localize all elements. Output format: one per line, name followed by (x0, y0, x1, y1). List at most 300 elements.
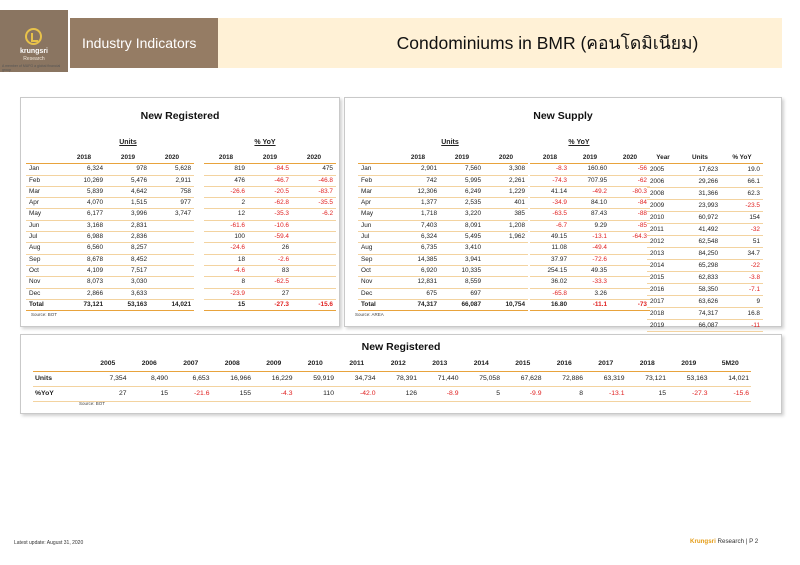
value-cell: 160.60 (570, 164, 610, 175)
value-cell (484, 265, 528, 276)
table-header-row (530, 153, 650, 164)
table-row (530, 243, 650, 254)
year-label: 2008 (647, 188, 679, 200)
krungsri-logo-icon (25, 28, 42, 45)
value-cell: 977 (150, 198, 194, 209)
registered-units-table (26, 153, 194, 311)
month-label: Apr (358, 198, 396, 209)
value-cell: 126 (378, 387, 420, 402)
value-cell: 17,623 (679, 164, 721, 176)
yoy-row (33, 387, 751, 402)
value-cell (150, 243, 194, 254)
value-cell: 15 (627, 387, 669, 402)
total-row (358, 299, 528, 310)
table-row (204, 186, 336, 197)
table-row (647, 236, 763, 248)
column-header: 2018 (396, 153, 440, 164)
column-header: 2019 (570, 153, 610, 164)
value-cell: -72.6 (570, 254, 610, 265)
value-cell: 6,988 (62, 232, 106, 243)
value-cell: -8.3 (530, 164, 570, 175)
annual-registered-panel (20, 334, 782, 414)
value-cell: 2,866 (62, 288, 106, 299)
table-row (204, 243, 336, 254)
value-cell: -3.8 (721, 272, 763, 284)
table-row (530, 186, 650, 197)
value-cell (610, 277, 650, 288)
units-row (33, 372, 751, 387)
value-cell: 11.08 (530, 243, 570, 254)
table-row (647, 200, 763, 212)
table-row (26, 186, 194, 197)
value-cell (150, 232, 194, 243)
value-cell: -35.3 (248, 209, 292, 220)
value-cell: 110 (295, 387, 337, 402)
value-cell: 4,109 (62, 265, 106, 276)
table-row (204, 175, 336, 186)
year-label: 2019 (647, 320, 679, 332)
month-label: Jan (26, 164, 62, 175)
column-header: 2018 (530, 153, 570, 164)
month-label: Mar (26, 186, 62, 197)
value-cell: 8,091 (440, 220, 484, 231)
units-label: Units (441, 139, 459, 146)
month-label: Feb (358, 175, 396, 186)
value-cell: 29,266 (679, 176, 721, 188)
value-cell: -62.5 (248, 277, 292, 288)
value-cell: 3,220 (440, 209, 484, 220)
value-cell: 3,633 (106, 288, 150, 299)
value-cell: 71,440 (419, 372, 461, 387)
new-registered-panel (20, 97, 340, 327)
month-label: Mar (358, 186, 396, 197)
value-cell (610, 288, 650, 299)
value-cell: 2,261 (484, 175, 528, 186)
table-row (26, 265, 194, 276)
value-cell: 3,168 (62, 220, 106, 231)
table-row (358, 243, 528, 254)
value-cell: -65.8 (530, 288, 570, 299)
column-header: 5M20 (710, 357, 752, 372)
row-label: Units (33, 372, 87, 387)
value-cell: 36.02 (530, 277, 570, 288)
new-supply-panel (344, 97, 782, 327)
value-cell: 74,317 (679, 308, 721, 320)
column-header: 2010 (295, 357, 337, 372)
value-cell: -11 (721, 320, 763, 332)
value-cell (610, 243, 650, 254)
column-header: 2009 (253, 357, 295, 372)
table-row (530, 232, 650, 243)
month-label: May (26, 209, 62, 220)
value-cell: 7,560 (440, 164, 484, 175)
column-header: 2018 (627, 357, 669, 372)
month-label: Nov (26, 277, 62, 288)
column-header: 2020 (610, 153, 650, 164)
value-cell: 819 (204, 164, 248, 175)
value-cell: 2,901 (396, 164, 440, 175)
registered-yoy-table (204, 153, 336, 311)
value-cell: -33.3 (570, 277, 610, 288)
column-header: 2020 (484, 153, 528, 164)
value-cell: -74.3 (530, 175, 570, 186)
source-note: Source: AREA (355, 312, 384, 317)
value-cell (150, 254, 194, 265)
value-cell (610, 254, 650, 265)
column-header: 2007 (170, 357, 212, 372)
table-row (530, 265, 650, 276)
table-row (647, 164, 763, 176)
source-note: Source: BOT (79, 401, 106, 406)
total-cell: 14,021 (150, 299, 194, 310)
value-cell: 476 (204, 175, 248, 186)
column-header: 2020 (292, 153, 336, 164)
total-cell: 15 (204, 299, 248, 310)
value-cell: 742 (396, 175, 440, 186)
value-cell: 385 (484, 209, 528, 220)
value-cell: -13.1 (570, 232, 610, 243)
value-cell (484, 243, 528, 254)
value-cell: 3,030 (106, 277, 150, 288)
table-row (358, 175, 528, 186)
value-cell: 87.43 (570, 209, 610, 220)
column-header: 2019 (106, 153, 150, 164)
value-cell: 59,919 (295, 372, 337, 387)
table-row (358, 198, 528, 209)
table-row (204, 254, 336, 265)
total-cell: 74,317 (396, 299, 440, 310)
column-header: 2017 (585, 357, 627, 372)
value-cell: -88 (610, 209, 650, 220)
value-cell: 8,257 (106, 243, 150, 254)
value-cell: -7.1 (721, 284, 763, 296)
value-cell: 707.95 (570, 175, 610, 186)
column-header: 2015 (502, 357, 544, 372)
column-header: Year (647, 152, 679, 164)
value-cell (150, 265, 194, 276)
table-row (26, 198, 194, 209)
value-cell: 14,021 (710, 372, 752, 387)
supply-yoy-table (530, 153, 650, 311)
value-cell: -4.6 (204, 265, 248, 276)
total-cell: -15.6 (292, 299, 336, 310)
value-cell: -10.6 (248, 220, 292, 231)
table-row (26, 254, 194, 265)
total-cell: 10,754 (484, 299, 528, 310)
value-cell: -20.5 (248, 186, 292, 197)
value-cell (484, 254, 528, 265)
value-cell: 66.1 (721, 176, 763, 188)
value-cell: 16.8 (721, 308, 763, 320)
year-label: 2011 (647, 224, 679, 236)
month-header (358, 153, 396, 164)
value-cell: -23.9 (204, 288, 248, 299)
table-row (204, 198, 336, 209)
value-cell: 3,308 (484, 164, 528, 175)
year-label: 2015 (647, 272, 679, 284)
column-header: 2019 (248, 153, 292, 164)
value-cell: 2,831 (106, 220, 150, 231)
value-cell: 155 (212, 387, 254, 402)
value-cell: 100 (204, 232, 248, 243)
total-cell: 53,163 (106, 299, 150, 310)
value-cell: -80.3 (610, 186, 650, 197)
month-label: Oct (358, 265, 396, 276)
value-cell: -61.6 (204, 220, 248, 231)
annual-registered-table (33, 357, 751, 402)
value-cell (484, 277, 528, 288)
table-row (204, 277, 336, 288)
value-cell: 3,941 (440, 254, 484, 265)
value-cell: 78,391 (378, 372, 420, 387)
footer-brand: Krungsri Research | P 2 (690, 538, 759, 545)
new-supply-title: New Supply (533, 110, 593, 122)
month-label: Sep (358, 254, 396, 265)
table-row (204, 288, 336, 299)
value-cell: 16,229 (253, 372, 295, 387)
value-cell: 6,177 (62, 209, 106, 220)
column-header: 2006 (129, 357, 171, 372)
value-cell: 1,718 (396, 209, 440, 220)
value-cell: 5,476 (106, 175, 150, 186)
month-label: Jul (26, 232, 62, 243)
month-label: Apr (26, 198, 62, 209)
logo-tagline: A member of MUFG a global financial group (2, 64, 61, 72)
value-cell: 31,366 (679, 188, 721, 200)
column-header: 2018 (62, 153, 106, 164)
value-cell: 3.26 (570, 288, 610, 299)
value-cell: 62.3 (721, 188, 763, 200)
table-row (26, 243, 194, 254)
value-cell: 5,495 (440, 232, 484, 243)
table-row (530, 220, 650, 231)
value-cell: -46.8 (292, 175, 336, 186)
table-row (26, 220, 194, 231)
value-cell: 9 (721, 296, 763, 308)
table-row (530, 198, 650, 209)
value-cell: -4.3 (253, 387, 295, 402)
value-cell (484, 288, 528, 299)
table-row (647, 296, 763, 308)
yoy-label: % YoY (568, 139, 590, 146)
value-cell: 4,642 (106, 186, 150, 197)
value-cell: 3,996 (106, 209, 150, 220)
value-cell: 6,735 (396, 243, 440, 254)
column-header: 2018 (204, 153, 248, 164)
table-row (647, 188, 763, 200)
value-cell (292, 277, 336, 288)
value-cell: -56 (610, 164, 650, 175)
table-row (647, 248, 763, 260)
value-cell: 26 (248, 243, 292, 254)
latest-update: Latest update: August 31, 2020 (14, 540, 84, 546)
value-cell: 60,972 (679, 212, 721, 224)
table-header-row (647, 152, 763, 164)
value-cell: 1,515 (106, 198, 150, 209)
column-header: Units (679, 152, 721, 164)
value-cell: 1,208 (484, 220, 528, 231)
value-cell: -9.9 (502, 387, 544, 402)
value-cell: 7,354 (87, 372, 129, 387)
column-header: 2016 (544, 357, 586, 372)
value-cell: 758 (150, 186, 194, 197)
table-row (26, 209, 194, 220)
value-cell: -23.5 (721, 200, 763, 212)
column-header: 2019 (668, 357, 710, 372)
value-cell (292, 254, 336, 265)
value-cell: 10,335 (440, 265, 484, 276)
footer-brand-name: Krungsri (690, 538, 716, 545)
value-cell: 6,249 (440, 186, 484, 197)
column-header: 2005 (87, 357, 129, 372)
value-cell: 9.29 (570, 220, 610, 231)
value-cell: 34.7 (721, 248, 763, 260)
value-cell: -15.6 (710, 387, 752, 402)
value-cell: 63,626 (679, 296, 721, 308)
logo (0, 10, 68, 72)
total-row (204, 299, 336, 310)
value-cell: 19.0 (721, 164, 763, 176)
value-cell: -59.4 (248, 232, 292, 243)
table-row (647, 272, 763, 284)
value-cell: 1,377 (396, 198, 440, 209)
value-cell: 978 (106, 164, 150, 175)
table-header-row (26, 153, 194, 164)
column-header: 2008 (212, 357, 254, 372)
table-row (647, 176, 763, 188)
column-header: 2014 (461, 357, 503, 372)
value-cell: -34.9 (530, 198, 570, 209)
value-cell: -85 (610, 220, 650, 231)
value-cell: 15 (129, 387, 171, 402)
value-cell: -84 (610, 198, 650, 209)
table-row (204, 265, 336, 276)
table-row (26, 175, 194, 186)
value-cell: -24.6 (204, 243, 248, 254)
table-row (647, 212, 763, 224)
value-cell: 5,839 (62, 186, 106, 197)
table-row (647, 308, 763, 320)
table-row (647, 284, 763, 296)
table-row (358, 164, 528, 175)
value-cell: 12,831 (396, 277, 440, 288)
year-label: 2005 (647, 164, 679, 176)
value-cell: 4,070 (62, 198, 106, 209)
value-cell: 58,350 (679, 284, 721, 296)
column-header: 2013 (419, 357, 461, 372)
value-cell: 254.15 (530, 265, 570, 276)
value-cell: 84,250 (679, 248, 721, 260)
table-row (647, 224, 763, 236)
table-row (530, 164, 650, 175)
column-header: 2012 (378, 357, 420, 372)
total-row (26, 299, 194, 310)
value-cell: 154 (721, 212, 763, 224)
value-cell (292, 243, 336, 254)
table-row (358, 254, 528, 265)
value-cell: -62 (610, 175, 650, 186)
value-cell (610, 265, 650, 276)
year-label: 2006 (647, 176, 679, 188)
value-cell (292, 265, 336, 276)
table-row (530, 254, 650, 265)
month-label: May (358, 209, 396, 220)
column-header: 2019 (440, 153, 484, 164)
table-row (204, 209, 336, 220)
table-header-row (204, 153, 336, 164)
total-row (530, 299, 650, 310)
value-cell: 1,962 (484, 232, 528, 243)
value-cell: 12 (204, 209, 248, 220)
year-label: 2017 (647, 296, 679, 308)
value-cell: -83.7 (292, 186, 336, 197)
table-row (26, 232, 194, 243)
logo-name: krungsri (19, 48, 48, 55)
value-cell: -63.5 (530, 209, 570, 220)
value-cell: 5,995 (440, 175, 484, 186)
supply-annual-table (647, 152, 763, 344)
value-cell: 8 (544, 387, 586, 402)
value-cell: 73,121 (627, 372, 669, 387)
value-cell (150, 288, 194, 299)
table-row (647, 320, 763, 332)
value-cell: 401 (484, 198, 528, 209)
value-cell: 5,628 (150, 164, 194, 175)
month-header (26, 153, 62, 164)
table-row (26, 288, 194, 299)
year-label: 2014 (647, 260, 679, 272)
total-cell: 66,087 (440, 299, 484, 310)
value-cell: 41,492 (679, 224, 721, 236)
value-cell: -27.3 (668, 387, 710, 402)
value-cell: 6,324 (62, 164, 106, 175)
value-cell: -22 (721, 260, 763, 272)
column-header: 2020 (150, 153, 194, 164)
table-row (358, 220, 528, 231)
table-header-row (358, 153, 528, 164)
value-cell: -64.3 (610, 232, 650, 243)
row-label: %YoY (33, 387, 87, 402)
total-label: Total (358, 299, 396, 310)
value-cell: -6.2 (292, 209, 336, 220)
year-label: 2016 (647, 284, 679, 296)
month-label: Sep (26, 254, 62, 265)
month-label: Jun (26, 220, 62, 231)
source-note: Source: BOT (31, 312, 58, 317)
year-label: 2013 (647, 248, 679, 260)
value-cell: -35.5 (292, 198, 336, 209)
value-cell: 7,403 (396, 220, 440, 231)
value-cell: -49.4 (570, 243, 610, 254)
value-cell: 8,073 (62, 277, 106, 288)
value-cell: 7,517 (106, 265, 150, 276)
page-title: Condominiums in BMR (คอนโดมิเนียม) (218, 18, 782, 68)
value-cell (292, 220, 336, 231)
value-cell: 66,087 (679, 320, 721, 332)
value-cell: 65,298 (679, 260, 721, 272)
annual-registered-title: New Registered (361, 341, 441, 353)
logo-sub: Research (23, 56, 45, 62)
value-cell: -8.9 (419, 387, 461, 402)
column-header: % YoY (721, 152, 763, 164)
year-label: 2018 (647, 308, 679, 320)
value-cell: 41.14 (530, 186, 570, 197)
value-cell: 37.97 (530, 254, 570, 265)
yoy-label: % YoY (254, 139, 276, 146)
value-cell: 5 (461, 387, 503, 402)
value-cell (150, 220, 194, 231)
value-cell: 2,836 (106, 232, 150, 243)
